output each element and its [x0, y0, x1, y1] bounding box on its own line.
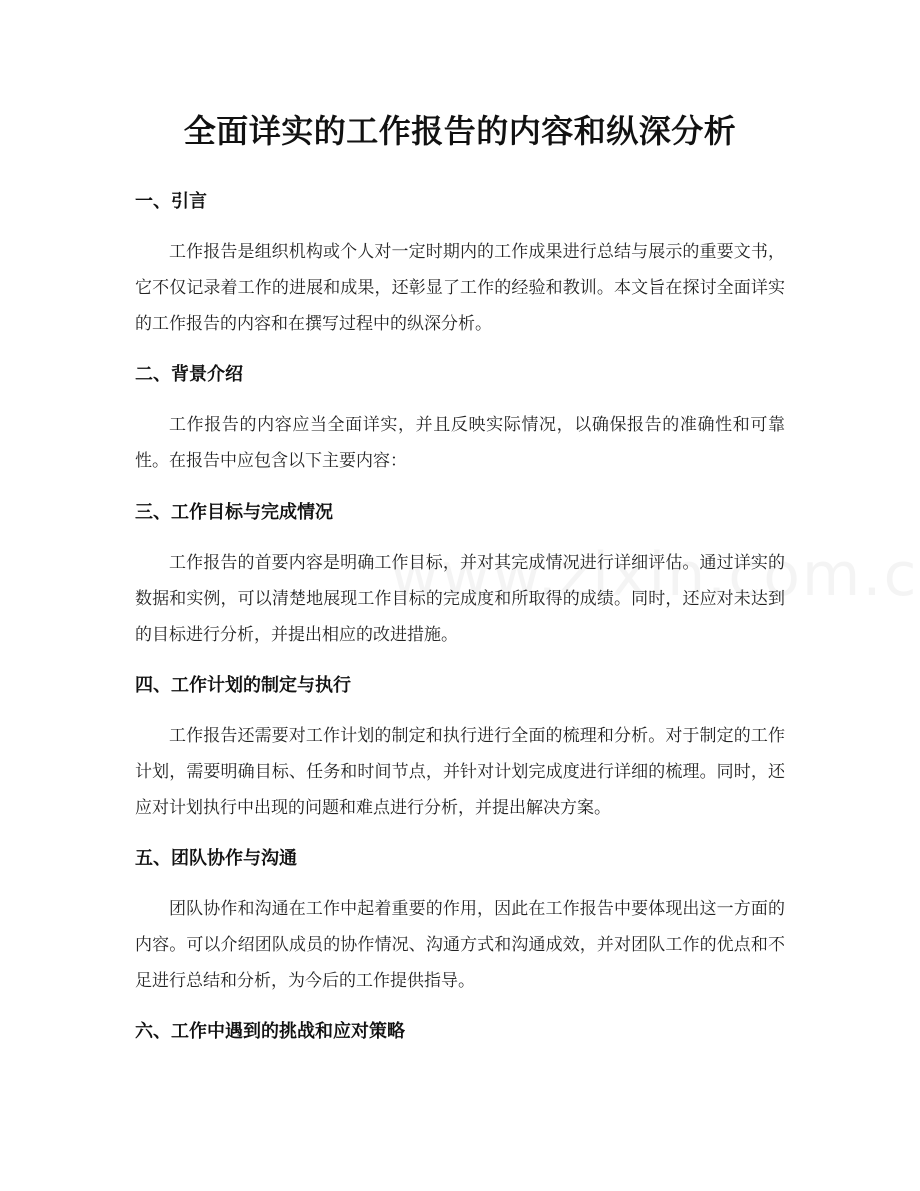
section-paragraph-background: 工作报告的内容应当全面详实，并且反映实际情况，以确保报告的准确性和可靠性。在报告中应包含以下主要内容：: [135, 415, 785, 471]
section-heading-teamwork: 五、团队协作与沟通: [135, 848, 297, 869]
section-paragraph-goals: 工作报告的首要内容是明确工作目标，并对其完成情况进行详细评估。通过详实的数据和实例，可以清楚地展现工作目标的完成度和所取得的成绩。同时，还应对未达到的目标进行分析，并提出相应的改进措施。: [135, 553, 785, 645]
section-paragraph-teamwork: 团队协作和沟通在工作中起着重要的作用，因此在工作报告中要体现出这一方面的内容。可以介绍团队成员的协作情况、沟通方式和沟通成效，并对团队工作的优点和不足进行总结和分析，为今后的工作提供指导。: [135, 899, 785, 991]
section-heading-goals: 三、工作目标与完成情况: [135, 502, 333, 523]
section-heading-challenges: 六、工作中遇到的挑战和应对策略: [135, 1021, 405, 1042]
document-title: 全面详实的工作报告的内容和纵深分析: [183, 112, 737, 150]
section-paragraph-intro: 工作报告是组织机构或个人对一定时期内的工作成果进行总结与展示的重要文书，它不仅记录着工作的进展和成果，还彰显了工作的经验和教训。本文旨在探讨全面详实的工作报告的内容和在撰写过程中的纵深分析。: [135, 242, 785, 334]
section-heading-plan: 四、工作计划的制定与执行: [135, 675, 351, 696]
section-paragraph-plan: 工作报告还需要对工作计划的制定和执行进行全面的梳理和分析。对于制定的工作计划，需要明确目标、任务和时间节点，并针对计划完成度进行详细的梳理。同时，还应对计划执行中出现的问题和难点进行分析，并提出解决方案。: [135, 726, 785, 818]
section-heading-background: 二、背景介绍: [135, 364, 243, 385]
section-heading-intro: 一、引言: [135, 191, 207, 212]
